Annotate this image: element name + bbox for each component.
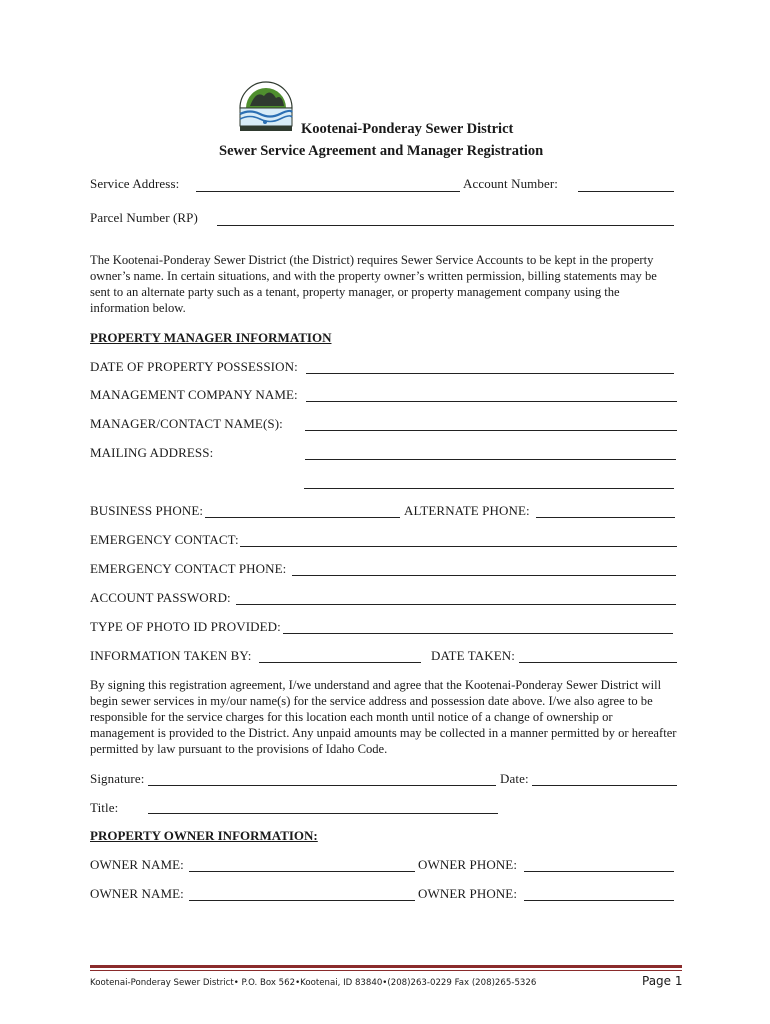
footer-rule-thin	[90, 970, 682, 971]
management-company-field[interactable]	[306, 401, 677, 402]
signature-field[interactable]	[148, 785, 496, 786]
taken-by-field[interactable]	[259, 662, 421, 663]
owner-phone-label-1: OWNER PHONE:	[418, 857, 518, 872]
owner-name-field-2[interactable]	[189, 900, 415, 901]
doc-title: Sewer Service Agreement and Manager Registration	[219, 143, 544, 159]
emergency-contact-label: EMERGENCY CONTACT:	[90, 532, 239, 547]
taken-by-label: INFORMATION TAKEN BY:	[90, 648, 252, 663]
district-logo	[236, 78, 296, 134]
owner-name-label-1: OWNER NAME:	[90, 857, 184, 872]
business-phone-label: BUSINESS PHONE:	[90, 503, 204, 518]
title-field[interactable]	[148, 813, 498, 814]
org-name: Kootenai-Ponderay Sewer District	[301, 121, 514, 137]
emergency-contact-field[interactable]	[240, 546, 677, 547]
intro-paragraph: The Kootenai-Ponderay Sewer District (the District) requires Sewer Service Accounts to be kept in the property owner’s name. In certain situations, and with the property owner’s written permission, billing statements may be sent to an alternate party such as a tenant, property manager, or property management company using the information below.	[90, 253, 657, 315]
date-possession-label: DATE OF PROPERTY POSSESSION:	[90, 359, 298, 374]
emergency-phone-field[interactable]	[292, 575, 676, 576]
photo-id-label: TYPE OF PHOTO ID PROVIDED:	[90, 619, 281, 634]
parcel-number-label: Parcel Number (RP)	[90, 210, 198, 225]
account-password-label: ACCOUNT PASSWORD:	[90, 590, 231, 605]
date-possession-field[interactable]	[306, 373, 674, 374]
owner-phone-field-1[interactable]	[524, 871, 674, 872]
alternate-phone-field[interactable]	[536, 517, 675, 518]
parcel-number-field[interactable]	[217, 225, 674, 226]
mailing-address-field-line2[interactable]	[304, 488, 674, 489]
owner-name-field-1[interactable]	[189, 871, 415, 872]
management-company-label: MANAGEMENT COMPANY NAME:	[90, 387, 298, 402]
mailing-address-label: MAILING ADDRESS:	[90, 445, 214, 460]
account-number-field[interactable]	[578, 191, 674, 192]
contact-names-field[interactable]	[305, 430, 677, 431]
owner-section-heading: PROPERTY OWNER INFORMATION:	[90, 828, 318, 843]
manager-section-heading: PROPERTY MANAGER INFORMATION	[90, 330, 332, 345]
owner-phone-field-2[interactable]	[524, 900, 674, 901]
footer-rule	[90, 965, 682, 968]
photo-id-field[interactable]	[283, 633, 673, 634]
alternate-phone-label: ALTERNATE PHONE:	[404, 503, 530, 518]
page-number: Page 1	[642, 974, 683, 988]
owner-phone-label-2: OWNER PHONE:	[418, 886, 518, 901]
mailing-address-field-line1[interactable]	[305, 459, 676, 460]
date-label: Date:	[500, 771, 529, 786]
service-address-label: Service Address:	[90, 176, 180, 191]
contact-names-label: MANAGER/CONTACT NAME(S):	[90, 416, 283, 431]
owner-name-label-2: OWNER NAME:	[90, 886, 184, 901]
signature-date-field[interactable]	[532, 785, 677, 786]
agreement-paragraph: By signing this registration agreement, I/we understand and agree that the Kootenai-Ponderay Sewer District will begin sewer services in my/our name(s) for the service address and possession date above. I/we also agree to be responsible for the service charges for this location each month until notice of a change of ownership or management is provided to the District. Any unpaid amounts may be collected in a manner permitted by or hereafter permitted by law pursuant to the provisions of Idaho Code.	[90, 678, 677, 756]
footer-contact: Kootenai-Ponderay Sewer District• P.O. Box 562•Kootenai, ID 83840•(208)263-0229 Fax (208)265-5326	[90, 978, 537, 988]
signature-label: Signature:	[90, 771, 145, 786]
date-taken-label: DATE TAKEN:	[431, 648, 515, 663]
service-address-field[interactable]	[196, 191, 460, 192]
title-label: Title:	[90, 800, 119, 815]
account-password-field[interactable]	[236, 604, 676, 605]
account-number-label: Account Number:	[463, 176, 559, 191]
date-taken-field[interactable]	[519, 662, 677, 663]
business-phone-field[interactable]	[205, 517, 400, 518]
emergency-phone-label: EMERGENCY CONTACT PHONE:	[90, 561, 287, 576]
